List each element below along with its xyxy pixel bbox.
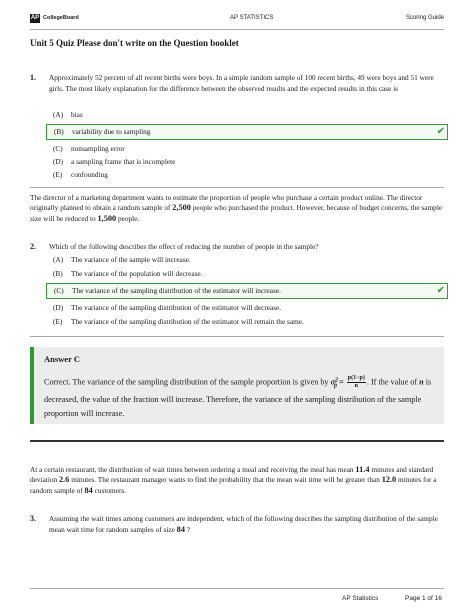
- context-text: minutes. The restaurant manager wants to find the probability that the mean wait time will be greater than: [71, 475, 380, 485]
- answer-body: [44, 373, 439, 421]
- q2-choice-d[interactable]: [46, 302, 446, 314]
- ap-logo-mark: AP: [30, 15, 40, 21]
- choice-letter: (C): [54, 286, 64, 295]
- answer-title: Answer C: [44, 354, 80, 364]
- choice-letter: (C): [53, 144, 63, 153]
- choice-letter: (B): [53, 269, 63, 278]
- quiz-title: Unit 5 Quiz Please don't write on the Question booklet: [30, 38, 239, 48]
- original-sample-size: 2,500: [172, 203, 191, 213]
- choice-text: variability due to sampling: [72, 127, 151, 136]
- choice-letter: (E): [53, 317, 63, 326]
- header-subject: AP STATISTICS: [230, 15, 274, 21]
- collegeboard-logo-word: CollegeBoard: [43, 15, 79, 21]
- section-divider: [30, 336, 444, 337]
- choice-text: The variance of the population will decrease.: [71, 269, 203, 278]
- sigma-formula: [330, 377, 338, 390]
- choice-text: The variance of the sampling distribution of the estimator will increase.: [72, 286, 281, 295]
- choice-letter: (E): [53, 170, 63, 179]
- choice-letter: (B): [54, 127, 64, 136]
- context-text: The director of a marketing department wants to estimate the proportion of people who purchase a certain product online. The director originally planned to obtain a random sample of: [30, 193, 423, 213]
- footer-page-number: Page 1 of 16: [405, 595, 442, 602]
- formula-equals: =: [339, 377, 344, 387]
- choice-letter: (A): [53, 110, 64, 119]
- question-2-stem: Which of the following describes the effect of reducing the number of people in the sample?: [49, 242, 319, 251]
- check-icon: ✔: [436, 126, 445, 137]
- formula-exponent: 2: [335, 377, 338, 383]
- threshold-value: 12.0: [381, 475, 397, 485]
- question-1-stem: Approximately 52 percent of all recent births were boys. In a simple random sample of 100 recent births, 49 were boys and 51 were girls. The most likely explanation for the difference between the observed results and the expected results in this case is: [49, 73, 434, 93]
- sample-size-value: 84: [84, 485, 93, 495]
- question-2-number: 2.: [30, 242, 36, 251]
- question-3-number: 3.: [30, 514, 36, 523]
- answer-explanation-box: [30, 347, 444, 424]
- choice-letter: (D): [53, 157, 64, 166]
- reduced-sample-size: 1,500: [97, 213, 117, 223]
- footer-course: AP Statistics: [342, 595, 379, 602]
- q2-choice-c-correct[interactable]: [46, 283, 448, 299]
- context-paragraph-2: [30, 465, 446, 496]
- context-text: At a certain restaurant, the distribution of wait times between ordering a meal and receiving the meal has mean: [30, 465, 354, 474]
- formula-subscript: p̂: [334, 383, 337, 390]
- q2-choice-b[interactable]: [46, 268, 446, 280]
- choice-text: The variance of the sample will increase.: [71, 255, 191, 264]
- question-3-text: Assuming the wait times among customers are independent, which of the following describes the sampling distribution of the sample mean wait time for random samples of size: [49, 514, 438, 534]
- sd-value: 2.6: [58, 475, 70, 485]
- q1-choice-a[interactable]: [46, 109, 446, 121]
- context-text: customers.: [94, 485, 127, 495]
- context-text: minutes for a random sample of: [30, 475, 437, 495]
- q1-choice-b-correct[interactable]: [46, 124, 448, 140]
- mean-value: 11.4: [355, 465, 370, 474]
- choice-text: The variance of the sampling distribution of the estimator will remain the same.: [71, 317, 304, 326]
- fraction-denominator: n: [354, 383, 358, 390]
- q2-choice-a[interactable]: [46, 254, 446, 266]
- choice-text: a sampling frame that is incomplete: [71, 157, 176, 166]
- answer-text: is decreased, the value of the fraction will increase. Therefore, the variance of the sampling distribution of the sample proportion will increase.: [44, 377, 432, 419]
- q2-choice-e[interactable]: [46, 316, 446, 328]
- variance-fraction: [347, 375, 366, 390]
- footer-divider: [30, 588, 444, 589]
- section-divider: [30, 187, 444, 188]
- check-icon: ✔: [436, 285, 445, 296]
- context-text: minutes and standard deviation: [30, 465, 434, 485]
- question-1-number: 1.: [30, 73, 36, 82]
- answer-text: Correct. The variance of the sampling distribution of the sample proportion is given by: [44, 377, 329, 387]
- q1-choice-d[interactable]: [46, 156, 446, 168]
- context-paragraph: [30, 193, 446, 224]
- n-variable: n: [419, 377, 424, 387]
- choice-text: The variance of the sampling distribution of the estimator will decrease.: [71, 303, 282, 312]
- choice-text: nonsampling error: [71, 144, 125, 153]
- question-3-stem: [49, 514, 444, 535]
- header-guide-label: Scoring Guide: [405, 15, 444, 21]
- header-divider: [30, 29, 444, 30]
- context-text: people.: [117, 213, 140, 223]
- choice-text: bias: [71, 110, 83, 119]
- context-text: people who purchased the product. However, because of budget concerns, the sample size will be reduced to: [30, 203, 443, 223]
- answer-text: . If the value of: [366, 377, 418, 387]
- question-mark: ?: [186, 524, 191, 534]
- fraction-numerator: p(1−p): [347, 375, 365, 382]
- q1-choice-c[interactable]: [46, 143, 446, 155]
- choice-letter: (A): [53, 255, 64, 264]
- section-divider-thick: [30, 440, 444, 442]
- sigma-symbol: σ: [330, 377, 335, 387]
- sample-size-value: 84: [176, 524, 185, 534]
- q1-choice-e[interactable]: [46, 169, 446, 181]
- choice-letter: (D): [53, 303, 64, 312]
- choice-text: confounding: [71, 170, 108, 179]
